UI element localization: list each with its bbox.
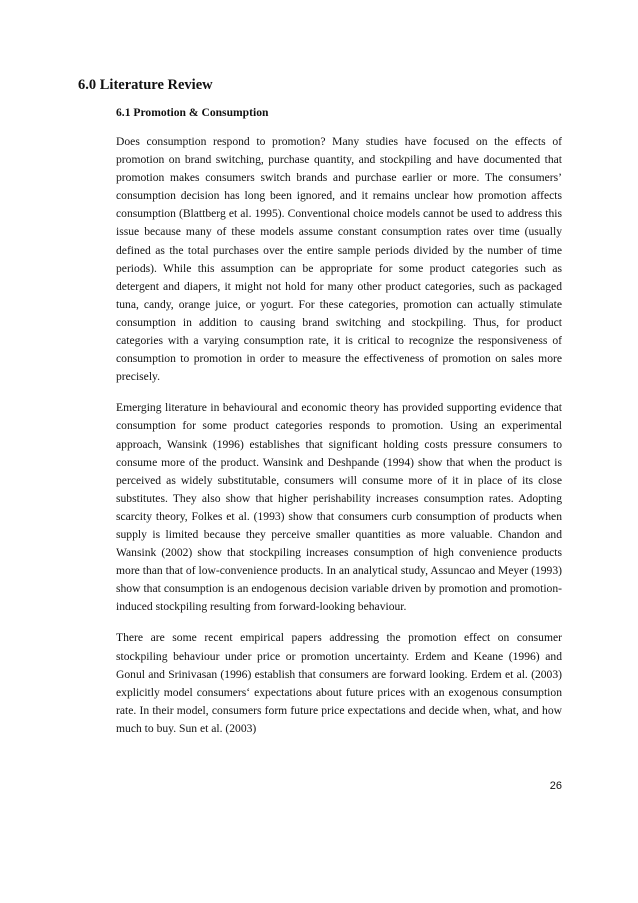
- section-heading: 6.0 Literature Review: [78, 77, 213, 93]
- page-number: 26: [549, 780, 562, 792]
- subsection-heading: 6.1 Promotion & Consumption: [116, 106, 269, 119]
- body-text: [116, 133, 562, 751]
- paragraph-empirical-papers: There are some recent empirical papers addressing the promotion effect on consumer stockpiling behaviour under price or promotion uncertainty. Erdem and Keane (1996) and Gonul and Srinivasan (1996) establish that consumers are forward looking. Erdem et al. (2003) explicitly model consumers‘ expectations about future prices with an exogenous consumption rate. In their model, consumers form future price expectations and decide when, what, and how much to buy. Sun et al. (2003): [116, 631, 562, 735]
- paragraph-emerging-literature: Emerging literature in behavioural and economic theory has provided supporting evidence that consumption for some product categories responds to promotion. Using an experimental approach, Wansink (1996) establishes that significant holding costs pressure consumers to consume more of the product. Wansink and Deshpande (1994) show that when the product is perceived as widely substitutable, consumers will consume more of it in place of its close substitutes. They also show that higher perishability increases consumption rates. Adopting scarcity theory, Folkes et al. (1993) show that consumers curb consumption of products when supply is limited because they perceive smaller quantities as more valuable. Chandon and Wansink (2002) show that stockpiling increases consumption of high convenience products more than that of low-convenience products. In an analytical study, Assuncao and Meyer (1993) show that consumption is an endogenous decision variable driven by promotion and promotion-induced stockpiling resulting from forward-looking behaviour.: [116, 401, 562, 614]
- paragraph-promotion-consumption: Does consumption respond to promotion? Many studies have focused on the effects of promotion on brand switching, purchase quantity, and stockpiling and have documented that promotion makes consumers switch brands and purchase earlier or more. The consumers’ consumption decision has long been ignored, and it remains unclear how promotion affects consumption (Blattberg et al. 1995). Conventional choice models cannot be used to address this issue because many of these models assume constant consumption rates over time (usually defined as the total purchases over the entire sample periods divided by the number of time periods). While this assumption can be appropriate for some product categories such as detergent and diapers, it might not hold for many other product categories, such as packaged tuna, candy, orange juice, or yogurt. For these categories, promotion can actually stimulate consumption in addition to causing brand switching and stockpiling. Thus, for product categories with a varying consumption rate, it is critical to recognize the responsiveness of consumption to promotion in order to measure the effectiveness of promotion on sales more precisely.: [116, 135, 562, 384]
